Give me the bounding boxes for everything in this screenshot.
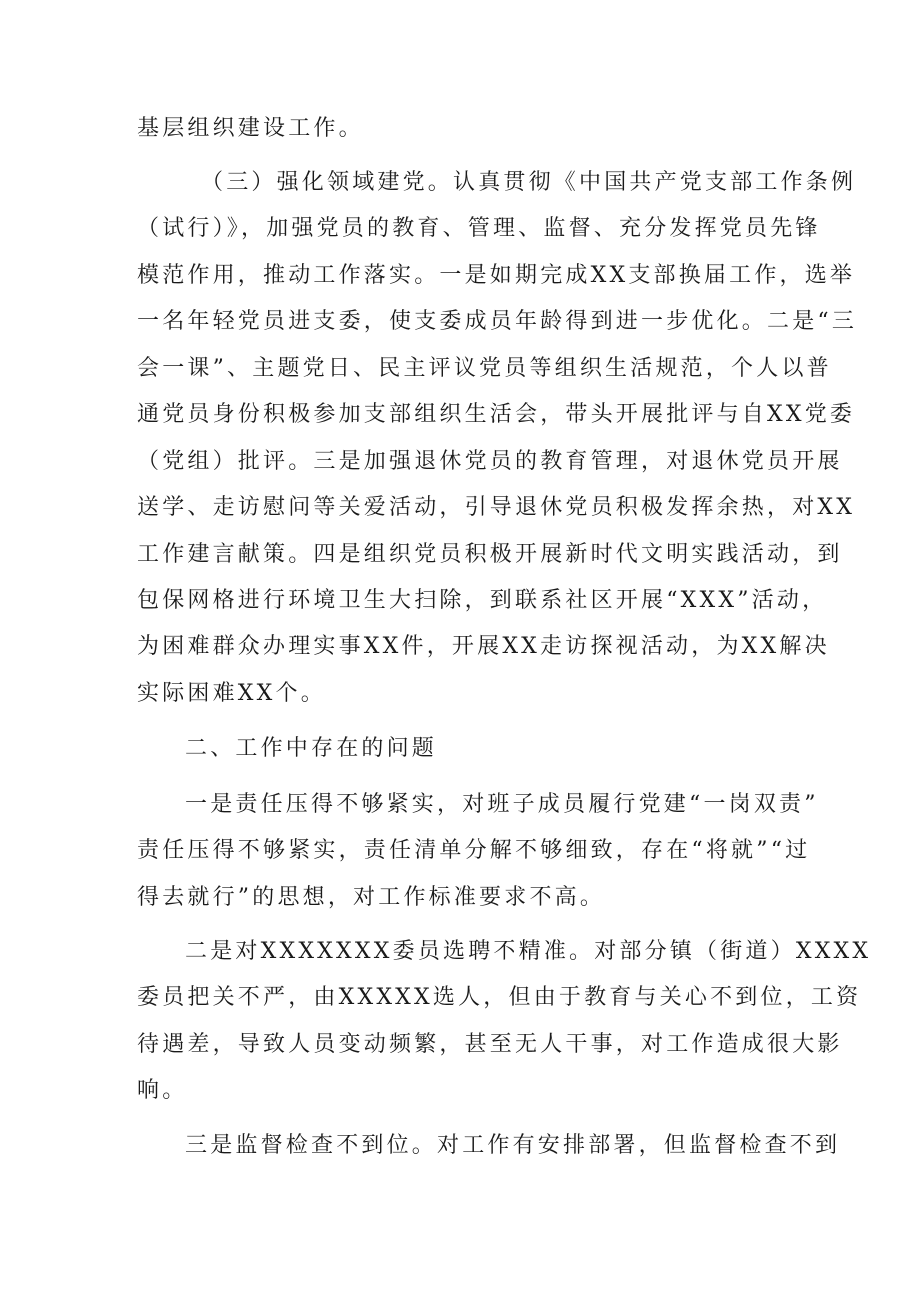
text-line: 委员把关不严，由XXXXX选人，但由于教育与关心不到位，工资 <box>137 985 862 1010</box>
text-line: 一名年轻党员进支委，使支委成员年龄得到进一步优化。二是“三 <box>137 309 858 334</box>
text-line: 责任压得不够紧实，责任清单分解不够细致，存在“将就”“过 <box>137 838 811 863</box>
text-line: 为困难群众办理实事XX件，开展XX走访探视活动，为XX解决 <box>137 634 830 659</box>
text-line: 工作建言献策。四是组织党员积极开展新时代文明实践活动，到 <box>137 542 843 567</box>
text-line: 三是监督检查不到位。对工作有安排部署，但监督检查不到 <box>185 1133 841 1158</box>
section-heading: 二、工作中存在的问题 <box>185 736 438 761</box>
text-line: 实际困难XX个。 <box>137 681 326 706</box>
text-line: （党组）批评。三是加强退休党员的教育管理，对退休党员开展 <box>137 449 843 474</box>
text-line: 会一课”、主题党日、民主评议党员等组织生活规范，个人以普 <box>137 356 832 381</box>
text-line: 基层组织建设工作。 <box>137 116 364 141</box>
text-line: 模范作用，推动工作落实。一是如期完成XX支部换届工作，选举 <box>137 263 856 288</box>
text-line: 送学、走访慰问等关爱活动，引导退休党员积极发挥余热，对XX <box>137 495 856 520</box>
text-line: 一是责任压得不够紧实，对班子成员履行党建“一岗双责” <box>185 792 819 817</box>
text-line: 通党员身份积极参加支部组织生活会，带头开展批评与自XX党委 <box>137 402 856 427</box>
text-line: （试行）》，加强党员的教育、管理、监督、充分发挥党员先锋 <box>137 216 821 241</box>
text-line: 响。 <box>137 1078 188 1103</box>
text-line: 二是对XXXXXXX委员选聘不精准。对部分镇（街道）XXXX <box>185 939 872 964</box>
text-line: 得去就行”的思想，对工作标准要求不高。 <box>137 885 606 910</box>
text-line: 待遇差，导致人员变动频繁，甚至无人干事，对工作造成很大影 <box>137 1032 843 1057</box>
text-line: 包保网格进行环境卫生大扫除，到联系社区开展“XXX”活动， <box>137 588 828 613</box>
text-line: （三）强化领域建党。认真贯彻《中国共产党支部工作条例 <box>201 170 857 195</box>
